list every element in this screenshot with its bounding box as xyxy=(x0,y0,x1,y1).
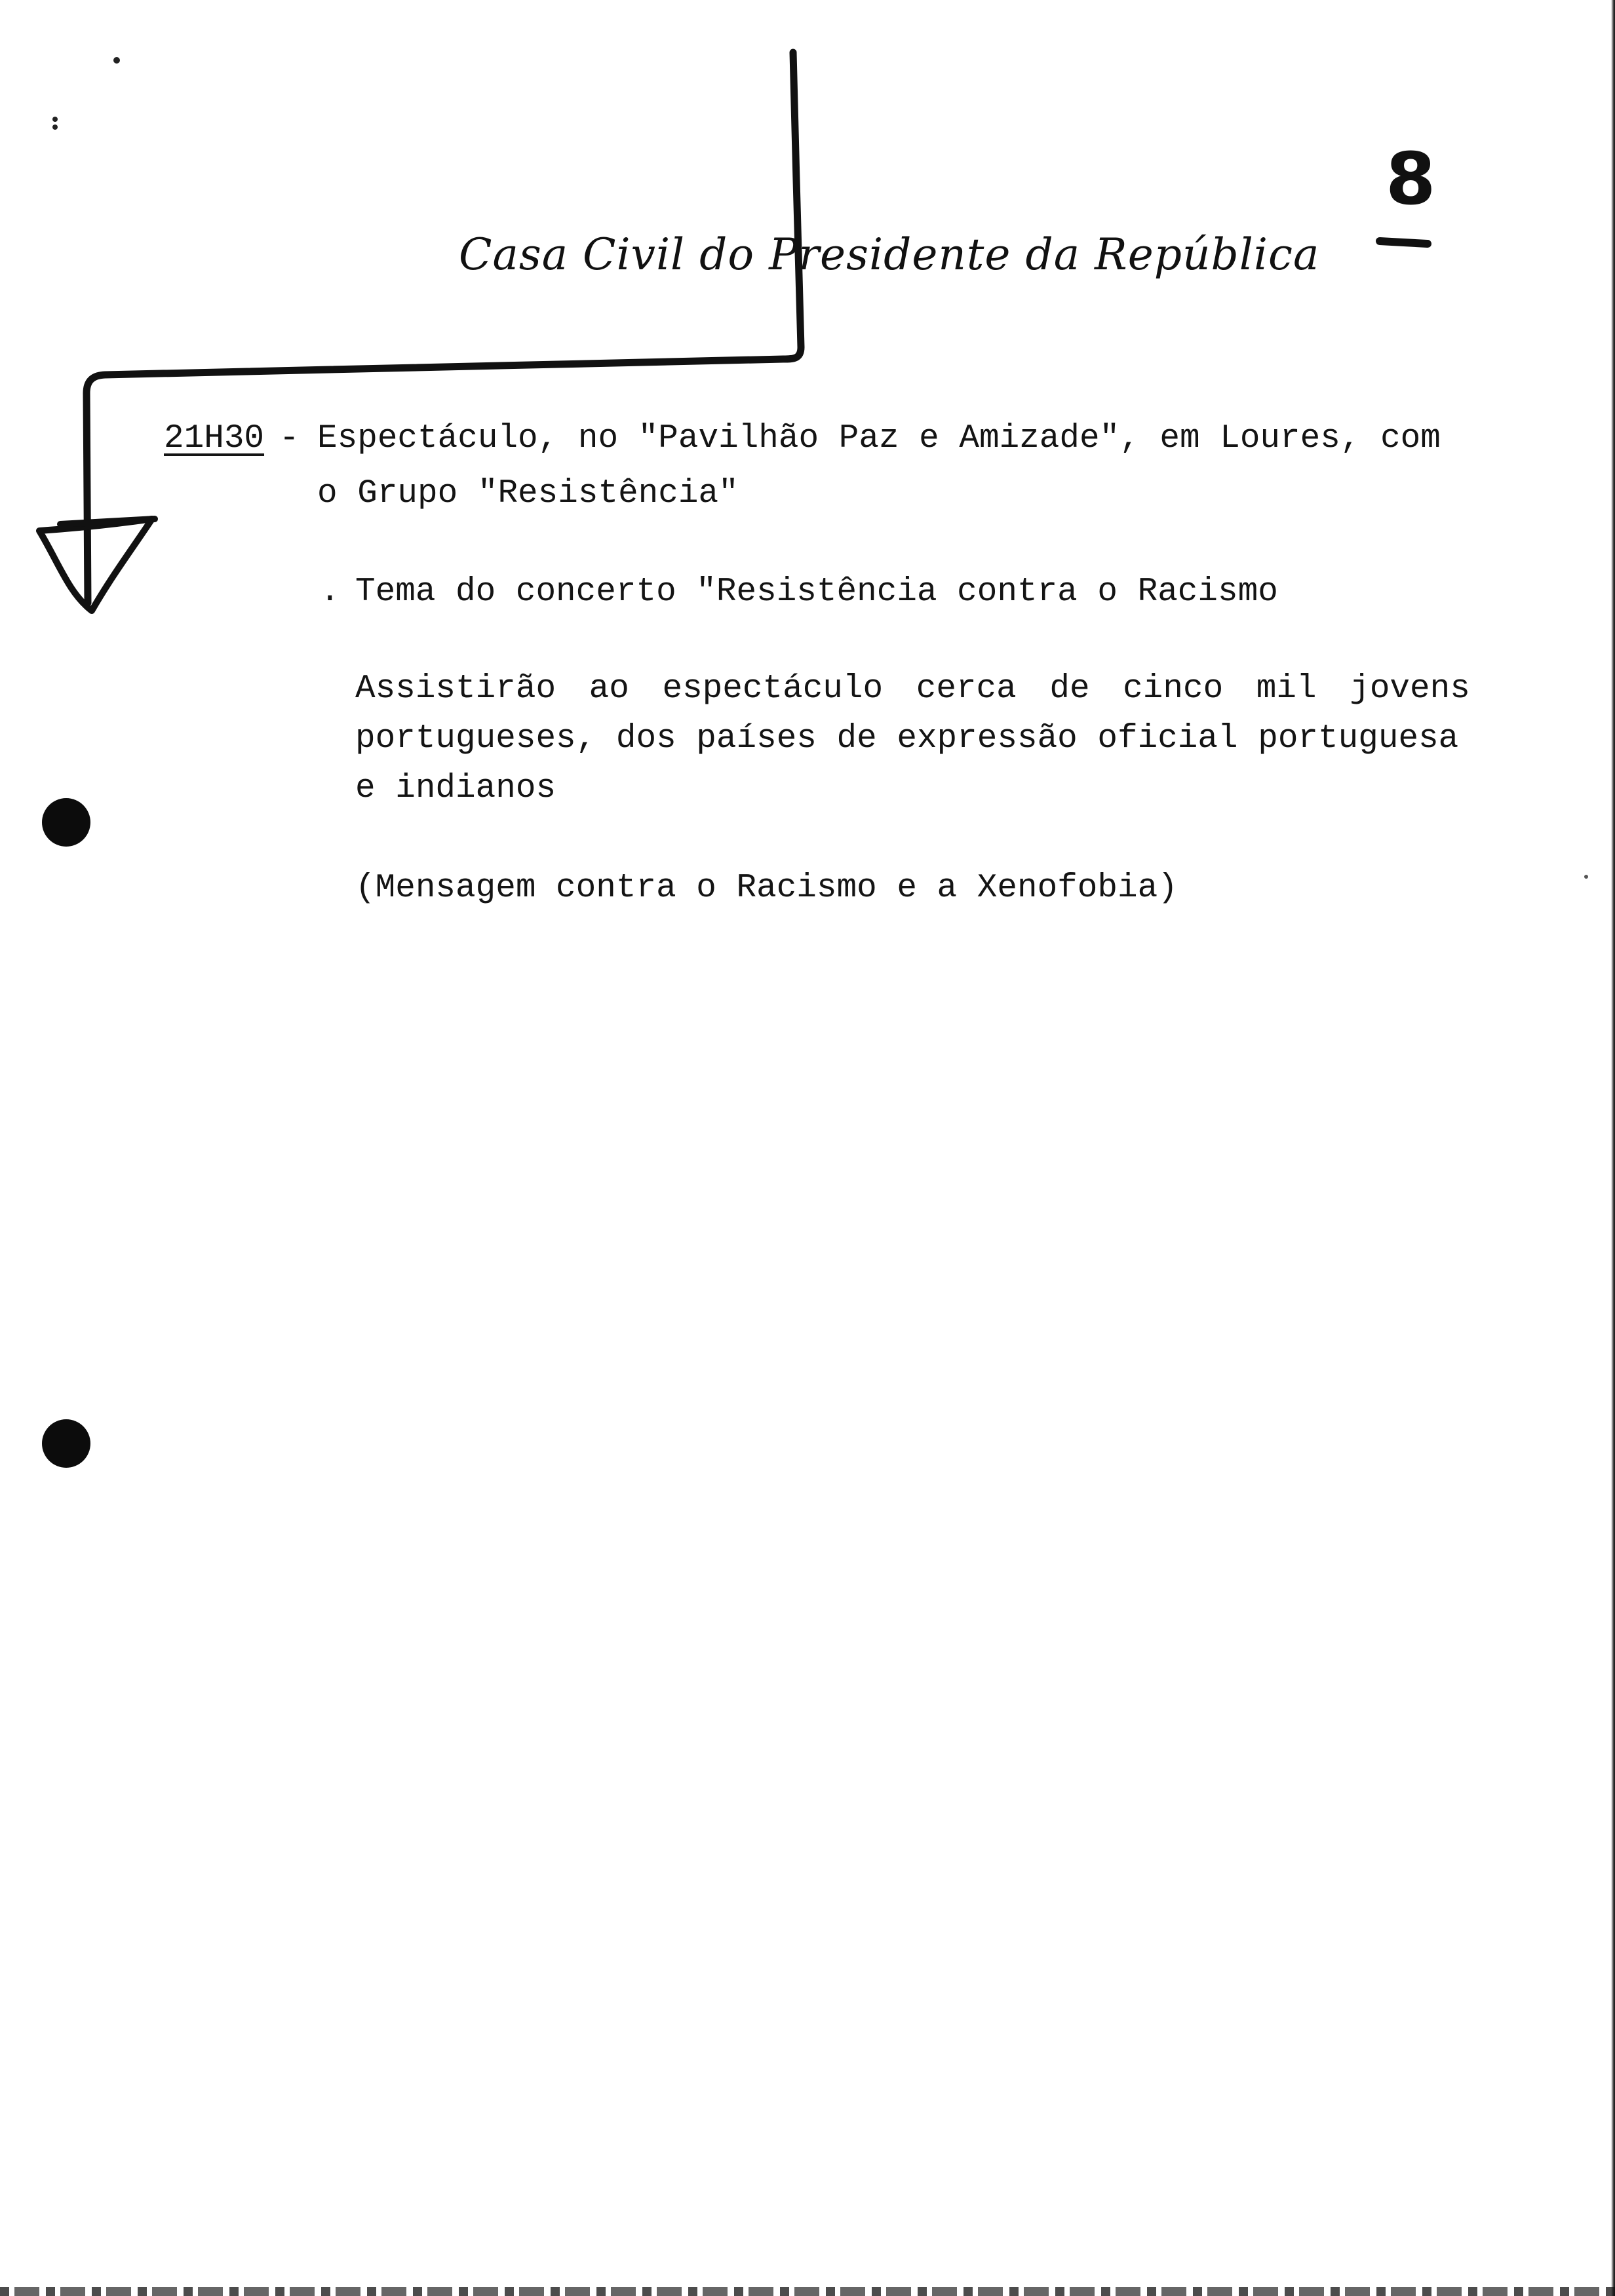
page-number-dash xyxy=(1380,241,1428,244)
message-note: (Mensagem contra o Racismo e a Xenofobia) xyxy=(355,870,1178,907)
attendance-line: e indianos xyxy=(355,770,556,807)
attendance-line: portugueses, dos países de expressão oficial portuguesa xyxy=(355,720,1459,757)
scan-speck xyxy=(52,117,58,122)
time-separator: - xyxy=(279,420,300,457)
bullet-point: . xyxy=(320,573,340,611)
scan-speck xyxy=(52,124,58,130)
page-number: 8 xyxy=(1386,137,1436,221)
scan-speck xyxy=(113,57,120,64)
letterhead: Casa Civil do Presidente da República xyxy=(459,229,1320,280)
event-description-line: Espectáculo, no "Pavilhão Paz e Amizade", em Loures, com xyxy=(317,420,1441,457)
event-time: 21H30 xyxy=(164,420,265,457)
arrow-head-icon xyxy=(39,519,152,611)
attendance-line: Assistirão ao espectáculo cerca de cinco mil jovens xyxy=(355,670,1470,708)
scan-speck xyxy=(1584,875,1588,879)
concert-theme: Tema do concerto "Resistência contra o Racismo xyxy=(355,573,1278,611)
hand-drawn-arrow-icon xyxy=(87,52,801,603)
event-description-line: o Grupo "Resistência" xyxy=(317,475,739,512)
